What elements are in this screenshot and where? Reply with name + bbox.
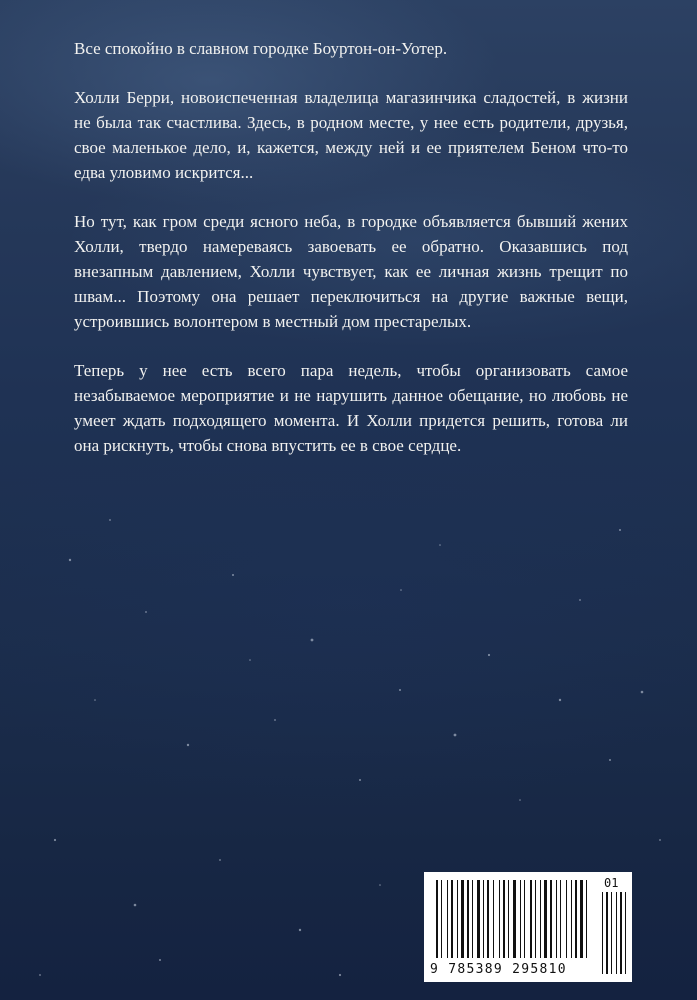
blurb-paragraph: Теперь у нее есть всего пара недель, чтобы организовать самое незабываемое мероприятие и не нарушить данное обещание, но любовь не умеет ждать подходящего момента. И Холли придется решить, готова ли она рискнуть, чтобы снова впустить ее в свое сердце. — [74, 361, 628, 455]
barcode-bar — [441, 880, 442, 958]
blurb-paragraph: Все спокойно в славном городке Боуртон-он-Уотер. — [74, 39, 448, 58]
barcode-bar — [544, 880, 547, 958]
barcode-bar — [575, 880, 577, 958]
barcode-bar — [461, 880, 464, 958]
barcode-addon-bar — [611, 892, 612, 974]
barcode-bar — [556, 880, 557, 958]
barcode-bar — [560, 880, 561, 958]
barcode-bar — [580, 880, 583, 958]
barcode-addon-bar — [602, 892, 603, 974]
barcode-bar — [550, 880, 552, 958]
barcode-bar — [530, 880, 532, 958]
barcode-bar — [508, 880, 509, 958]
barcode-bar — [499, 880, 500, 958]
barcode-bar — [483, 880, 484, 958]
barcode-addon-bar — [625, 892, 626, 974]
barcode-bar — [447, 880, 448, 958]
isbn-addon-number: 01 — [604, 876, 619, 890]
barcode-bar — [436, 880, 438, 958]
barcode-bar — [467, 880, 469, 958]
barcode-bar — [535, 880, 536, 958]
barcode-addon-bar — [620, 892, 622, 974]
barcode-bar — [566, 880, 567, 958]
barcode-bar — [524, 880, 525, 958]
barcode-bar — [513, 880, 516, 958]
isbn-barcode — [424, 872, 632, 982]
barcode-bar — [487, 880, 489, 958]
barcode-bar — [472, 880, 473, 958]
isbn-number: 9 785389 295810 — [430, 962, 567, 977]
barcode-addon-bar — [616, 892, 617, 974]
barcode-bar — [451, 880, 453, 958]
blurb-paragraph: Но тут, как гром среди ясного неба, в городке объявляется бывший жених Холли, твердо намереваясь завоевать ее обратно. Оказавшись под внезапным давлением, Холли чувствует, как ее личная жизнь трещит по швам... Поэтому она решает переключиться на другие важные вещи, устроившись волонтером в местный дом престарелых. — [74, 212, 628, 331]
barcode-bar — [571, 880, 572, 958]
barcode-bar — [503, 880, 505, 958]
barcode-bar — [493, 880, 494, 958]
barcode-addon-bar — [606, 892, 608, 974]
barcode-bar — [586, 880, 587, 958]
barcode-bar — [477, 880, 480, 958]
blurb-text — [74, 36, 628, 482]
barcode-bar — [540, 880, 541, 958]
barcode-bar — [520, 880, 521, 958]
barcode-bar — [457, 880, 458, 958]
blurb-paragraph: Холли Берри, новоиспеченная владелица магазинчика сладостей, в жизни не была так счастлива. Здесь, в родном месте, у нее есть родители, друзья, свое маленькое дело, и, кажется, между ней и ее приятелем Беном что-то едва уловимо искрится... — [74, 88, 628, 182]
